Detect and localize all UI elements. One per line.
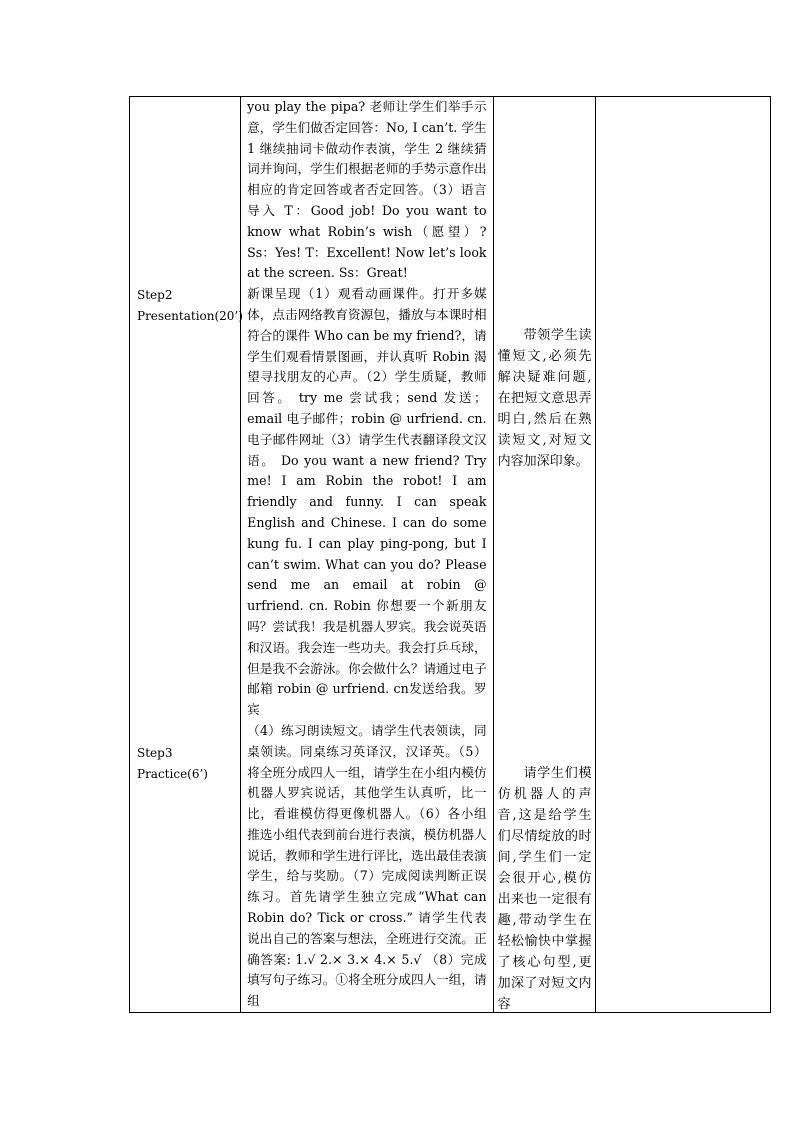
notes-cell <box>595 97 770 1013</box>
aim-cell <box>493 97 595 1013</box>
procedure-paragraph: 新课呈现（1）观看动画课件。打开多媒体，点击网络教育资源包，播放与本课时相符合的课件 Who can be my friend?，请学生们观看情景图画，并认真听 Robin 渴望寻找朋友的心声。（2）学生质疑，教师回答。 try me 尝试我；send 发送；email 电子邮件；robin @ urfriend. cn.电子邮件网址（3）请学生代表翻译段文汉语。 Do you want a new friend? Try me! I am Robin the robot! I am friendly and funny. I can speak English and Chinese. I can do some kung fu. I can play ping-pong, but I can’t swim. What can you do? Please send me an email at robin @ urfriend. cn. Robin 你想要一个新朋友吗？尝试我！我是机器人罗宾。我会说英语和汉语。我会连一些功夫。我会打乒乓球，但是我不会游泳。你会做什么？请通过电子邮箱 robin @ urfriend. cn发送给我。罗宾 <box>247 286 487 718</box>
procedure-cell <box>241 97 493 1013</box>
step-column-cell <box>130 97 241 1013</box>
table-row <box>130 97 771 1013</box>
lesson-plan-table <box>129 96 771 1013</box>
step-label-presentation <box>137 285 243 327</box>
procedure-paragraph: （4）练习朗读短文。请学生代表领读，同桌领读。同桌练习英译汉，汉译英。（5）将全班分成四人一组，请学生在小组内模仿机器人罗宾说话，其他学生认真听，比一比，看谁模仿得更像机器人。（6）各小组推选小组代表到前台进行表演，模仿机器人说话，教师和学生进行评比，选出最佳表演学生，给与奖励。（7）完成阅读判断正误练习。首先请学生独立完成“What can Robin do? Tick or cross.” 请学生代表说出自己的答案与想法，全班进行交流。正确答案: 1.√ 2.× 3.× 4.× 5.√ （8）完成填写句子练习。①将全班分成四人一组，请组 <box>247 722 487 1009</box>
step-subtitle: Presentation(20’) <box>137 309 243 323</box>
procedure-paragraph: you play the pipa? 老师让学生们举手示意，学生们做否定回答：No, I can’t. 学生 1 继续抽词卡做动作表演，学生 2 继续猜词并询问，学生们根据老师的手势示意作出相应的肯定回答或者否定回答。（3）语言导入 T：Good job! Do you want to know what Robin’s wish（愿望）? Ss：Yes! T：Excellent! Now let’s look at the screen. Ss：Great! <box>247 99 487 281</box>
step-label-practice <box>137 743 208 785</box>
step-subtitle: Practice(6’) <box>137 767 208 781</box>
step-name: Step3 <box>137 746 173 760</box>
step-name: Step2 <box>137 288 173 302</box>
aim-text: 带领学生读懂短文,必须先解决疑难问题,在把短文意思弄明白,然后在熟读短文,对短文内容加深印象。 <box>497 328 592 469</box>
procedure-text <box>241 97 492 1012</box>
aim-text: 请学生们模仿机器人的声音,这是给学生们尽情绽放的时间,学生们一定会很开心,模仿出来也一定很有趣,带动学生在轻松愉快中掌握了核心句型,更加深了对短文内容 <box>497 766 592 1012</box>
